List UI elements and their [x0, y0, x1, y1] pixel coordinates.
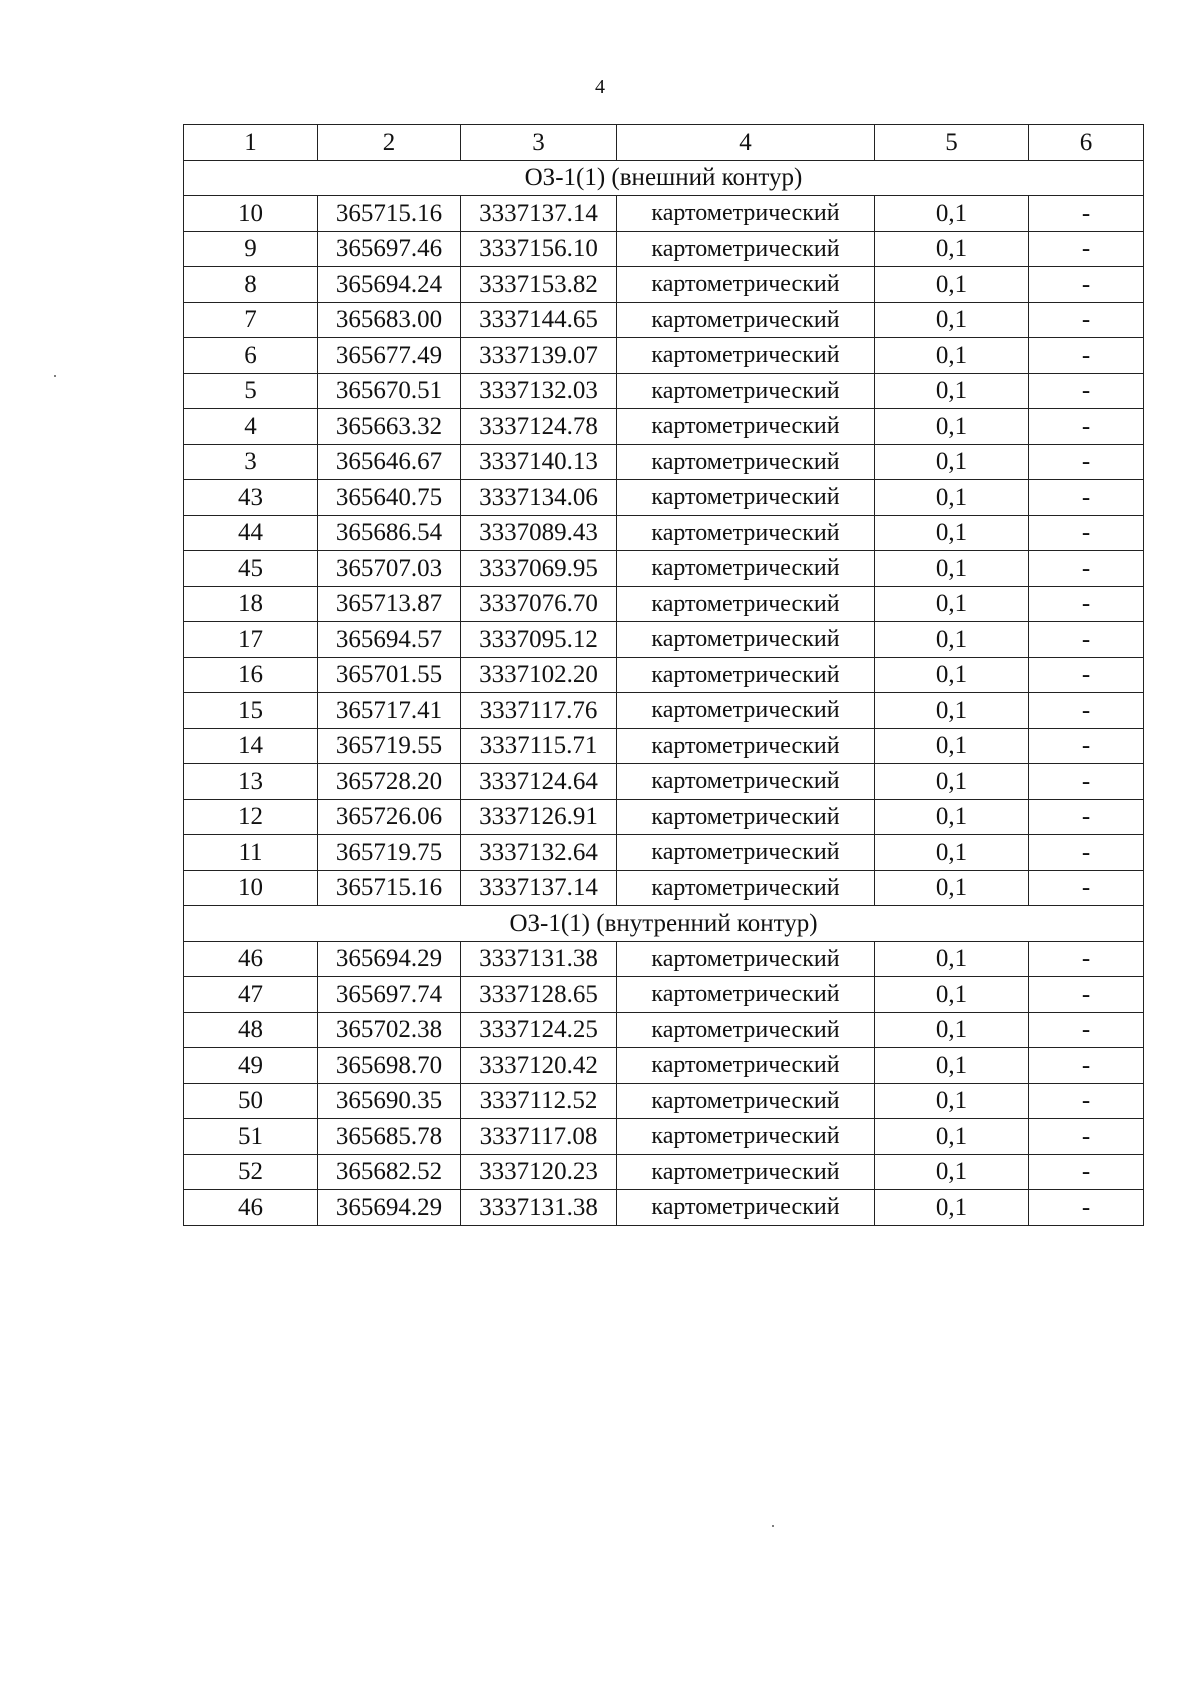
note-cell: -	[1029, 799, 1144, 835]
point-number-cell: 46	[184, 941, 318, 977]
y-coordinate-cell: 3337153.82	[461, 267, 617, 303]
note-cell: -	[1029, 1119, 1144, 1155]
point-number-cell: 5	[184, 373, 318, 409]
method-cell: картометрический	[617, 728, 875, 764]
method-cell: картометрический	[617, 409, 875, 445]
x-coordinate-cell: 365713.87	[318, 586, 461, 622]
method-cell: картометрический	[617, 1048, 875, 1084]
note-cell: -	[1029, 1190, 1144, 1226]
point-number-cell: 3	[184, 444, 318, 480]
table-row	[184, 515, 1144, 551]
x-coordinate-cell: 365726.06	[318, 799, 461, 835]
x-coordinate-cell: 365640.75	[318, 480, 461, 516]
table-row	[184, 941, 1144, 977]
table-row	[184, 302, 1144, 338]
note-cell: -	[1029, 551, 1144, 587]
note-cell: -	[1029, 1012, 1144, 1048]
y-coordinate-cell: 3337156.10	[461, 231, 617, 267]
table-row	[184, 231, 1144, 267]
x-coordinate-cell: 365682.52	[318, 1154, 461, 1190]
accuracy-cell: 0,1	[875, 586, 1029, 622]
y-coordinate-cell: 3337137.14	[461, 196, 617, 232]
accuracy-cell: 0,1	[875, 622, 1029, 658]
point-number-cell: 13	[184, 764, 318, 800]
table-row	[184, 977, 1144, 1013]
y-coordinate-cell: 3337124.78	[461, 409, 617, 445]
point-number-cell: 11	[184, 835, 318, 871]
note-cell: -	[1029, 409, 1144, 445]
point-number-cell: 18	[184, 586, 318, 622]
note-cell: -	[1029, 231, 1144, 267]
note-cell: -	[1029, 338, 1144, 374]
note-cell: -	[1029, 657, 1144, 693]
method-cell: картометрический	[617, 231, 875, 267]
point-number-cell: 48	[184, 1012, 318, 1048]
table-row	[184, 799, 1144, 835]
x-coordinate-cell: 365686.54	[318, 515, 461, 551]
accuracy-cell: 0,1	[875, 409, 1029, 445]
note-cell: -	[1029, 728, 1144, 764]
section-header-row	[184, 906, 1144, 942]
accuracy-cell: 0,1	[875, 480, 1029, 516]
method-cell: картометрический	[617, 1190, 875, 1226]
method-cell: картометрический	[617, 373, 875, 409]
point-number-cell: 45	[184, 551, 318, 587]
accuracy-cell: 0,1	[875, 302, 1029, 338]
y-coordinate-cell: 3337131.38	[461, 1190, 617, 1226]
x-coordinate-cell: 365683.00	[318, 302, 461, 338]
x-coordinate-cell: 365728.20	[318, 764, 461, 800]
x-coordinate-cell: 365717.41	[318, 693, 461, 729]
point-number-cell: 44	[184, 515, 318, 551]
point-number-cell: 51	[184, 1119, 318, 1155]
note-cell: -	[1029, 444, 1144, 480]
y-coordinate-cell: 3337132.03	[461, 373, 617, 409]
table-row	[184, 444, 1144, 480]
table-row	[184, 693, 1144, 729]
method-cell: картометрический	[617, 1154, 875, 1190]
point-number-cell: 6	[184, 338, 318, 374]
header-cell: 4	[617, 125, 875, 161]
accuracy-cell: 0,1	[875, 515, 1029, 551]
table-row	[184, 1012, 1144, 1048]
method-cell: картометрический	[617, 941, 875, 977]
x-coordinate-cell: 365646.67	[318, 444, 461, 480]
method-cell: картометрический	[617, 977, 875, 1013]
point-number-cell: 10	[184, 870, 318, 906]
scan-speck	[54, 375, 56, 377]
method-cell: картометрический	[617, 622, 875, 658]
table-row	[184, 196, 1144, 232]
point-number-cell: 4	[184, 409, 318, 445]
method-cell: картометрический	[617, 1083, 875, 1119]
point-number-cell: 17	[184, 622, 318, 658]
table-row	[184, 1154, 1144, 1190]
accuracy-cell: 0,1	[875, 977, 1029, 1013]
accuracy-cell: 0,1	[875, 870, 1029, 906]
table-row	[184, 267, 1144, 303]
point-number-cell: 16	[184, 657, 318, 693]
y-coordinate-cell: 3337131.38	[461, 941, 617, 977]
method-cell: картометрический	[617, 480, 875, 516]
y-coordinate-cell: 3337128.65	[461, 977, 617, 1013]
x-coordinate-cell: 365694.29	[318, 1190, 461, 1226]
x-coordinate-cell: 365697.74	[318, 977, 461, 1013]
accuracy-cell: 0,1	[875, 1012, 1029, 1048]
header-cell: 5	[875, 125, 1029, 161]
accuracy-cell: 0,1	[875, 728, 1029, 764]
point-number-cell: 49	[184, 1048, 318, 1084]
method-cell: картометрический	[617, 444, 875, 480]
method-cell: картометрический	[617, 1119, 875, 1155]
x-coordinate-cell: 365694.29	[318, 941, 461, 977]
y-coordinate-cell: 3337095.12	[461, 622, 617, 658]
point-number-cell: 43	[184, 480, 318, 516]
method-cell: картометрический	[617, 835, 875, 871]
note-cell: -	[1029, 941, 1144, 977]
x-coordinate-cell: 365719.55	[318, 728, 461, 764]
note-cell: -	[1029, 480, 1144, 516]
y-coordinate-cell: 3337069.95	[461, 551, 617, 587]
note-cell: -	[1029, 515, 1144, 551]
scan-speck	[772, 1525, 774, 1527]
page-number: 4	[595, 76, 605, 98]
y-coordinate-cell: 3337144.65	[461, 302, 617, 338]
point-number-cell: 10	[184, 196, 318, 232]
note-cell: -	[1029, 977, 1144, 1013]
point-number-cell: 47	[184, 977, 318, 1013]
method-cell: картометрический	[617, 586, 875, 622]
section-title: ОЗ-1(1) (внутренний контур)	[184, 906, 1144, 942]
section-title: ОЗ-1(1) (внешний контур)	[184, 160, 1144, 196]
accuracy-cell: 0,1	[875, 231, 1029, 267]
table-row	[184, 764, 1144, 800]
x-coordinate-cell: 365690.35	[318, 1083, 461, 1119]
method-cell: картометрический	[617, 338, 875, 374]
point-number-cell: 50	[184, 1083, 318, 1119]
y-coordinate-cell: 3337124.64	[461, 764, 617, 800]
note-cell: -	[1029, 835, 1144, 871]
table-row	[184, 657, 1144, 693]
point-number-cell: 46	[184, 1190, 318, 1226]
table-row	[184, 1048, 1144, 1084]
x-coordinate-cell: 365685.78	[318, 1119, 461, 1155]
method-cell: картометрический	[617, 196, 875, 232]
y-coordinate-cell: 3337132.64	[461, 835, 617, 871]
point-number-cell: 52	[184, 1154, 318, 1190]
x-coordinate-cell: 365694.24	[318, 267, 461, 303]
x-coordinate-cell: 365715.16	[318, 196, 461, 232]
table-row	[184, 551, 1144, 587]
y-coordinate-cell: 3337117.08	[461, 1119, 617, 1155]
note-cell: -	[1029, 1154, 1144, 1190]
y-coordinate-cell: 3337102.20	[461, 657, 617, 693]
header-cell: 6	[1029, 125, 1144, 161]
note-cell: -	[1029, 693, 1144, 729]
y-coordinate-cell: 3337139.07	[461, 338, 617, 374]
method-cell: картометрический	[617, 1012, 875, 1048]
y-coordinate-cell: 3337137.14	[461, 870, 617, 906]
table-row	[184, 1119, 1144, 1155]
point-number-cell: 9	[184, 231, 318, 267]
x-coordinate-cell: 365702.38	[318, 1012, 461, 1048]
point-number-cell: 12	[184, 799, 318, 835]
method-cell: картометрический	[617, 551, 875, 587]
y-coordinate-cell: 3337115.71	[461, 728, 617, 764]
y-coordinate-cell: 3337120.23	[461, 1154, 617, 1190]
table-row	[184, 409, 1144, 445]
x-coordinate-cell: 365670.51	[318, 373, 461, 409]
note-cell: -	[1029, 196, 1144, 232]
table-row	[184, 586, 1144, 622]
x-coordinate-cell: 365694.57	[318, 622, 461, 658]
header-cell: 3	[461, 125, 617, 161]
note-cell: -	[1029, 622, 1144, 658]
x-coordinate-cell: 365677.49	[318, 338, 461, 374]
x-coordinate-cell: 365707.03	[318, 551, 461, 587]
accuracy-cell: 0,1	[875, 799, 1029, 835]
accuracy-cell: 0,1	[875, 267, 1029, 303]
accuracy-cell: 0,1	[875, 444, 1029, 480]
note-cell: -	[1029, 1048, 1144, 1084]
x-coordinate-cell: 365663.32	[318, 409, 461, 445]
x-coordinate-cell: 365715.16	[318, 870, 461, 906]
table-row	[184, 480, 1144, 516]
accuracy-cell: 0,1	[875, 196, 1029, 232]
table-row	[184, 622, 1144, 658]
table-row	[184, 728, 1144, 764]
table-row	[184, 373, 1144, 409]
y-coordinate-cell: 3337126.91	[461, 799, 617, 835]
accuracy-cell: 0,1	[875, 764, 1029, 800]
table-row	[184, 1190, 1144, 1226]
method-cell: картометрический	[617, 515, 875, 551]
accuracy-cell: 0,1	[875, 1119, 1029, 1155]
x-coordinate-cell: 365697.46	[318, 231, 461, 267]
coordinates-table-body	[184, 125, 1144, 1226]
note-cell: -	[1029, 1083, 1144, 1119]
point-number-cell: 14	[184, 728, 318, 764]
accuracy-cell: 0,1	[875, 1048, 1029, 1084]
accuracy-cell: 0,1	[875, 1083, 1029, 1119]
accuracy-cell: 0,1	[875, 835, 1029, 871]
table-header-row	[184, 125, 1144, 161]
note-cell: -	[1029, 870, 1144, 906]
y-coordinate-cell: 3337124.25	[461, 1012, 617, 1048]
coordinates-table	[183, 124, 1144, 1226]
method-cell: картометрический	[617, 302, 875, 338]
point-number-cell: 8	[184, 267, 318, 303]
y-coordinate-cell: 3337140.13	[461, 444, 617, 480]
accuracy-cell: 0,1	[875, 338, 1029, 374]
accuracy-cell: 0,1	[875, 373, 1029, 409]
note-cell: -	[1029, 373, 1144, 409]
y-coordinate-cell: 3337134.06	[461, 480, 617, 516]
y-coordinate-cell: 3337089.43	[461, 515, 617, 551]
accuracy-cell: 0,1	[875, 693, 1029, 729]
method-cell: картометрический	[617, 764, 875, 800]
header-cell: 2	[318, 125, 461, 161]
table-row	[184, 835, 1144, 871]
x-coordinate-cell: 365701.55	[318, 657, 461, 693]
note-cell: -	[1029, 267, 1144, 303]
accuracy-cell: 0,1	[875, 941, 1029, 977]
method-cell: картометрический	[617, 870, 875, 906]
table-row	[184, 338, 1144, 374]
point-number-cell: 7	[184, 302, 318, 338]
accuracy-cell: 0,1	[875, 1154, 1029, 1190]
y-coordinate-cell: 3337076.70	[461, 586, 617, 622]
table-row	[184, 1083, 1144, 1119]
note-cell: -	[1029, 764, 1144, 800]
accuracy-cell: 0,1	[875, 657, 1029, 693]
y-coordinate-cell: 3337117.76	[461, 693, 617, 729]
header-cell: 1	[184, 125, 318, 161]
table-row	[184, 870, 1144, 906]
method-cell: картометрический	[617, 693, 875, 729]
note-cell: -	[1029, 586, 1144, 622]
note-cell: -	[1029, 302, 1144, 338]
x-coordinate-cell: 365698.70	[318, 1048, 461, 1084]
method-cell: картометрический	[617, 657, 875, 693]
method-cell: картометрический	[617, 799, 875, 835]
x-coordinate-cell: 365719.75	[318, 835, 461, 871]
section-header-row	[184, 160, 1144, 196]
y-coordinate-cell: 3337120.42	[461, 1048, 617, 1084]
method-cell: картометрический	[617, 267, 875, 303]
y-coordinate-cell: 3337112.52	[461, 1083, 617, 1119]
point-number-cell: 15	[184, 693, 318, 729]
accuracy-cell: 0,1	[875, 551, 1029, 587]
accuracy-cell: 0,1	[875, 1190, 1029, 1226]
